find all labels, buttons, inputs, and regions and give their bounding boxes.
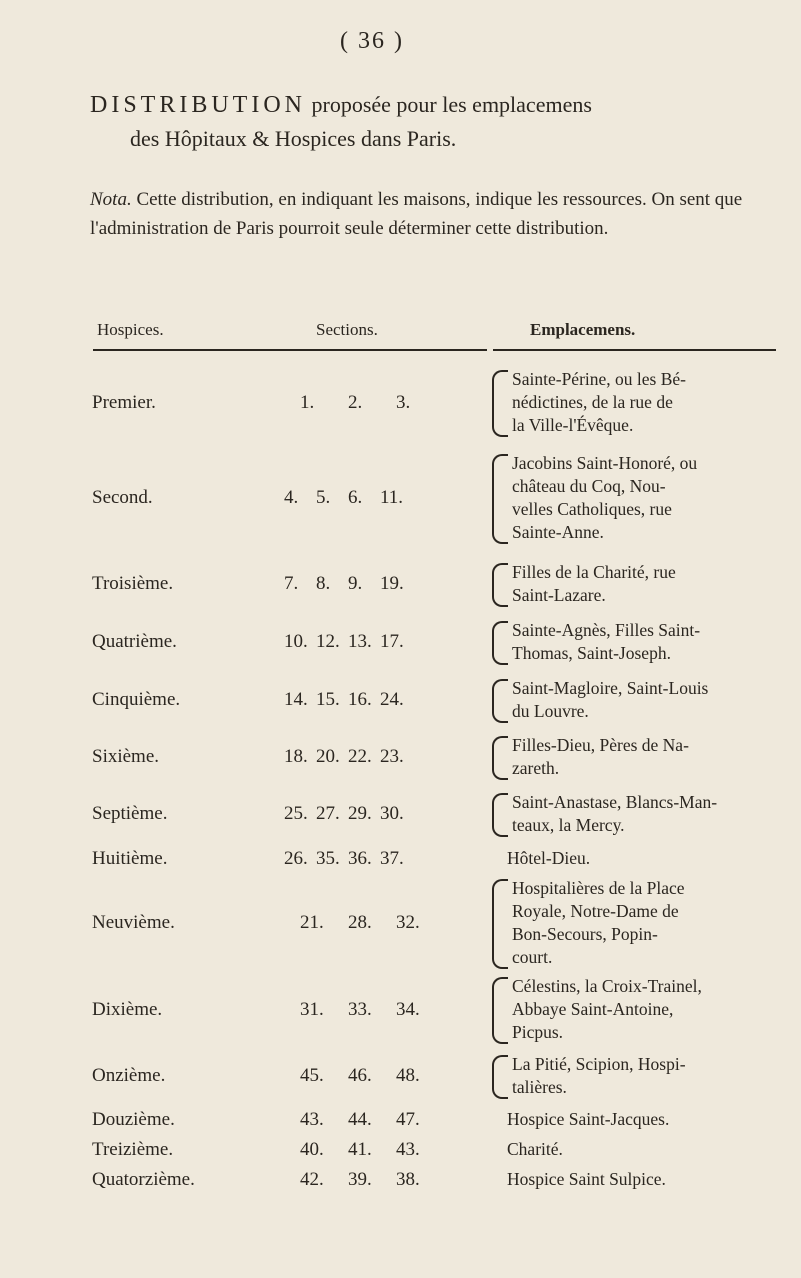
emplacement-line: velles Catholiques, rue: [512, 499, 672, 519]
header-rule: [93, 349, 290, 351]
emplacement-line: teaux, la Mercy.: [512, 815, 625, 835]
section-number: 44.: [348, 1108, 372, 1130]
nota-paragraph: [90, 185, 780, 243]
section-number: 21.: [300, 912, 324, 933]
section-number: 41.: [348, 1138, 372, 1160]
emplacement-line: Royale, Notre-Dame de: [512, 901, 679, 921]
section-numbers: [282, 688, 492, 712]
brace: [492, 563, 508, 607]
section-numbers: [282, 630, 492, 654]
section-number: 2.: [348, 391, 363, 413]
section-number: 19.: [380, 573, 404, 594]
section-number: 43.: [396, 1138, 420, 1160]
emplacement-line: Thomas, Saint-Joseph.: [512, 643, 671, 663]
emplacement-line: Hôtel-Dieu.: [507, 848, 591, 868]
emplacement: [512, 619, 782, 665]
hospice-name: Troisième.: [92, 573, 174, 594]
brace: [492, 793, 508, 837]
emplacement-line: zareth.: [512, 758, 560, 778]
section-number: 28.: [348, 912, 372, 933]
section-number: 29.: [348, 803, 372, 824]
section-numbers: [282, 745, 492, 769]
emplacement-line: Hospitalières de la Place: [512, 878, 685, 898]
emplacement: [512, 734, 782, 780]
nota-label: Nota.: [90, 189, 132, 210]
header-rule: [493, 349, 776, 351]
section-number: 8.: [316, 573, 331, 594]
hospice-name: Onzième.: [92, 1065, 166, 1086]
section-number: 16.: [348, 689, 372, 710]
emplacement-line: Hospice Saint-Jacques.: [507, 1109, 670, 1129]
section-number: 43.: [300, 1108, 324, 1130]
section-numbers: [282, 486, 492, 510]
emplacement: [512, 791, 782, 837]
section-number: 45.: [300, 1065, 324, 1086]
emplacement-line: Saint-Anastase, Blancs-Man-: [512, 792, 718, 812]
hospice-name: Neuvième.: [92, 912, 175, 933]
emplacement: [507, 847, 777, 870]
section-number: 6.: [348, 487, 363, 508]
hospice-name: Dixième.: [92, 998, 163, 1020]
emplacement: [512, 1053, 782, 1099]
emplacement-line: Hospice Saint Sulpice.: [507, 1169, 666, 1189]
section-numbers: [282, 802, 492, 826]
section-number: 26.: [284, 847, 308, 869]
section-numbers: [282, 391, 492, 415]
section-number: 46.: [348, 1065, 372, 1086]
section-number: 33.: [348, 998, 372, 1020]
emplacement-line: Sainte-Anne.: [512, 522, 604, 542]
hospice-name: Quatrième.: [92, 631, 177, 652]
brace: [492, 736, 508, 780]
header-emplacemens: Emplacemens.: [530, 320, 636, 339]
emplacement: [512, 368, 782, 437]
emplacement: [507, 1138, 777, 1161]
page-number: ( 36 ): [340, 28, 404, 54]
header-rule: [290, 349, 487, 351]
emplacement-line: Saint-Magloire, Saint-Louis: [512, 678, 709, 698]
section-number: 35.: [316, 847, 340, 869]
hospice-name: Second.: [92, 487, 153, 508]
section-number: 24.: [380, 689, 404, 710]
section-number: 14.: [284, 689, 308, 710]
emplacement: [512, 677, 782, 723]
emplacement-line: Célestins, la Croix-Trainel,: [512, 976, 702, 996]
section-number: 34.: [396, 998, 420, 1020]
section-number: 3.: [396, 391, 411, 413]
emplacement-line: château du Coq, Nou-: [512, 476, 666, 496]
brace: [492, 370, 508, 437]
emplacement-line: Jacobins Saint-Honoré, ou: [512, 453, 698, 473]
hospice-name: Huitième.: [92, 847, 168, 869]
section-number: 18.: [284, 746, 308, 767]
emplacement-line: Abbaye Saint-Antoine,: [512, 999, 674, 1019]
emplacement-line: nédictines, de la rue de: [512, 392, 673, 412]
section-numbers: [282, 847, 492, 871]
section-number: 17.: [380, 631, 404, 652]
section-number: 32.: [396, 912, 420, 933]
section-numbers: [282, 572, 492, 596]
section-number: 47.: [396, 1108, 420, 1130]
section-number: 11.: [380, 487, 404, 508]
section-number: 5.: [316, 487, 331, 508]
nota-text: Cette distribution, en indiquant les maisons, indique les ressources. On sent que l'administration de Paris pourroit seule déterminer cette distribution.: [90, 189, 743, 239]
hospice-name: Quatorzième.: [92, 1168, 195, 1190]
section-numbers: [282, 1138, 492, 1162]
section-number: 10.: [284, 631, 308, 652]
section-number: 36.: [348, 847, 372, 869]
hospice-name: Septième.: [92, 803, 168, 824]
document-title: [90, 88, 780, 156]
header-hospices: Hospices.: [97, 320, 164, 339]
section-number: 39.: [348, 1168, 372, 1190]
section-numbers: [282, 1108, 492, 1132]
section-number: 31.: [300, 998, 324, 1020]
section-number: 48.: [396, 1065, 420, 1086]
emplacement-line: Filles-Dieu, Pères de Na-: [512, 735, 689, 755]
section-number: 1.: [300, 391, 315, 413]
brace: [492, 977, 508, 1044]
section-number: 38.: [396, 1168, 420, 1190]
section-number: 30.: [380, 803, 404, 824]
brace: [492, 1055, 508, 1099]
emplacement-line: La Pitié, Scipion, Hospi-: [512, 1054, 686, 1074]
emplacement-line: du Louvre.: [512, 701, 589, 721]
hospice-name: Treizième.: [92, 1138, 174, 1160]
section-number: 15.: [316, 689, 340, 710]
emplacement-line: Saint-Lazare.: [512, 585, 606, 605]
hospice-name: Sixième.: [92, 746, 160, 767]
section-number: 23.: [380, 746, 404, 767]
section-number: 42.: [300, 1168, 324, 1190]
emplacement-line: Sainte-Agnès, Filles Saint-: [512, 620, 701, 640]
header-sections: Sections.: [316, 320, 378, 339]
hospice-name: Cinquième.: [92, 689, 181, 710]
emplacement: [512, 452, 782, 544]
section-numbers: [282, 1168, 492, 1192]
emplacement: [512, 877, 782, 969]
section-number: 9.: [348, 573, 363, 594]
section-number: 7.: [284, 573, 299, 594]
section-number: 40.: [300, 1138, 324, 1160]
emplacement-line: Picpus.: [512, 1022, 564, 1042]
section-numbers: [282, 998, 492, 1022]
emplacement: [507, 1108, 777, 1131]
emplacement: [512, 975, 782, 1044]
section-number: 37.: [380, 847, 404, 869]
emplacement-line: Charité.: [507, 1139, 563, 1159]
emplacement: [507, 1168, 777, 1191]
section-number: 12.: [316, 631, 340, 652]
title-distribution: DISTRIBUTION: [90, 92, 306, 118]
brace: [492, 879, 508, 969]
section-number: 4.: [284, 487, 299, 508]
title-line2: des Hôpitaux & Hospices dans Paris.: [130, 126, 457, 151]
section-number: 22.: [348, 746, 372, 767]
title-line1-rest: proposée pour les emplacemens: [306, 92, 592, 117]
emplacement-line: Filles de la Charité, rue: [512, 562, 676, 582]
section-number: 27.: [316, 803, 340, 824]
emplacement-line: talières.: [512, 1077, 567, 1097]
section-number: 25.: [284, 803, 308, 824]
section-number: 20.: [316, 746, 340, 767]
emplacement: [512, 561, 782, 607]
emplacement-line: Sainte-Périne, ou les Bé-: [512, 369, 686, 389]
section-number: 13.: [348, 631, 372, 652]
hospice-name: Douzième.: [92, 1108, 175, 1130]
hospice-name: Premier.: [92, 391, 156, 413]
emplacement-line: la Ville-l'Évêque.: [512, 415, 634, 435]
emplacement-line: court.: [512, 947, 553, 967]
section-numbers: [282, 911, 492, 935]
brace: [492, 621, 508, 665]
section-numbers: [282, 1064, 492, 1088]
brace: [492, 679, 508, 723]
brace: [492, 454, 508, 544]
emplacement-line: Bon-Secours, Popin-: [512, 924, 658, 944]
